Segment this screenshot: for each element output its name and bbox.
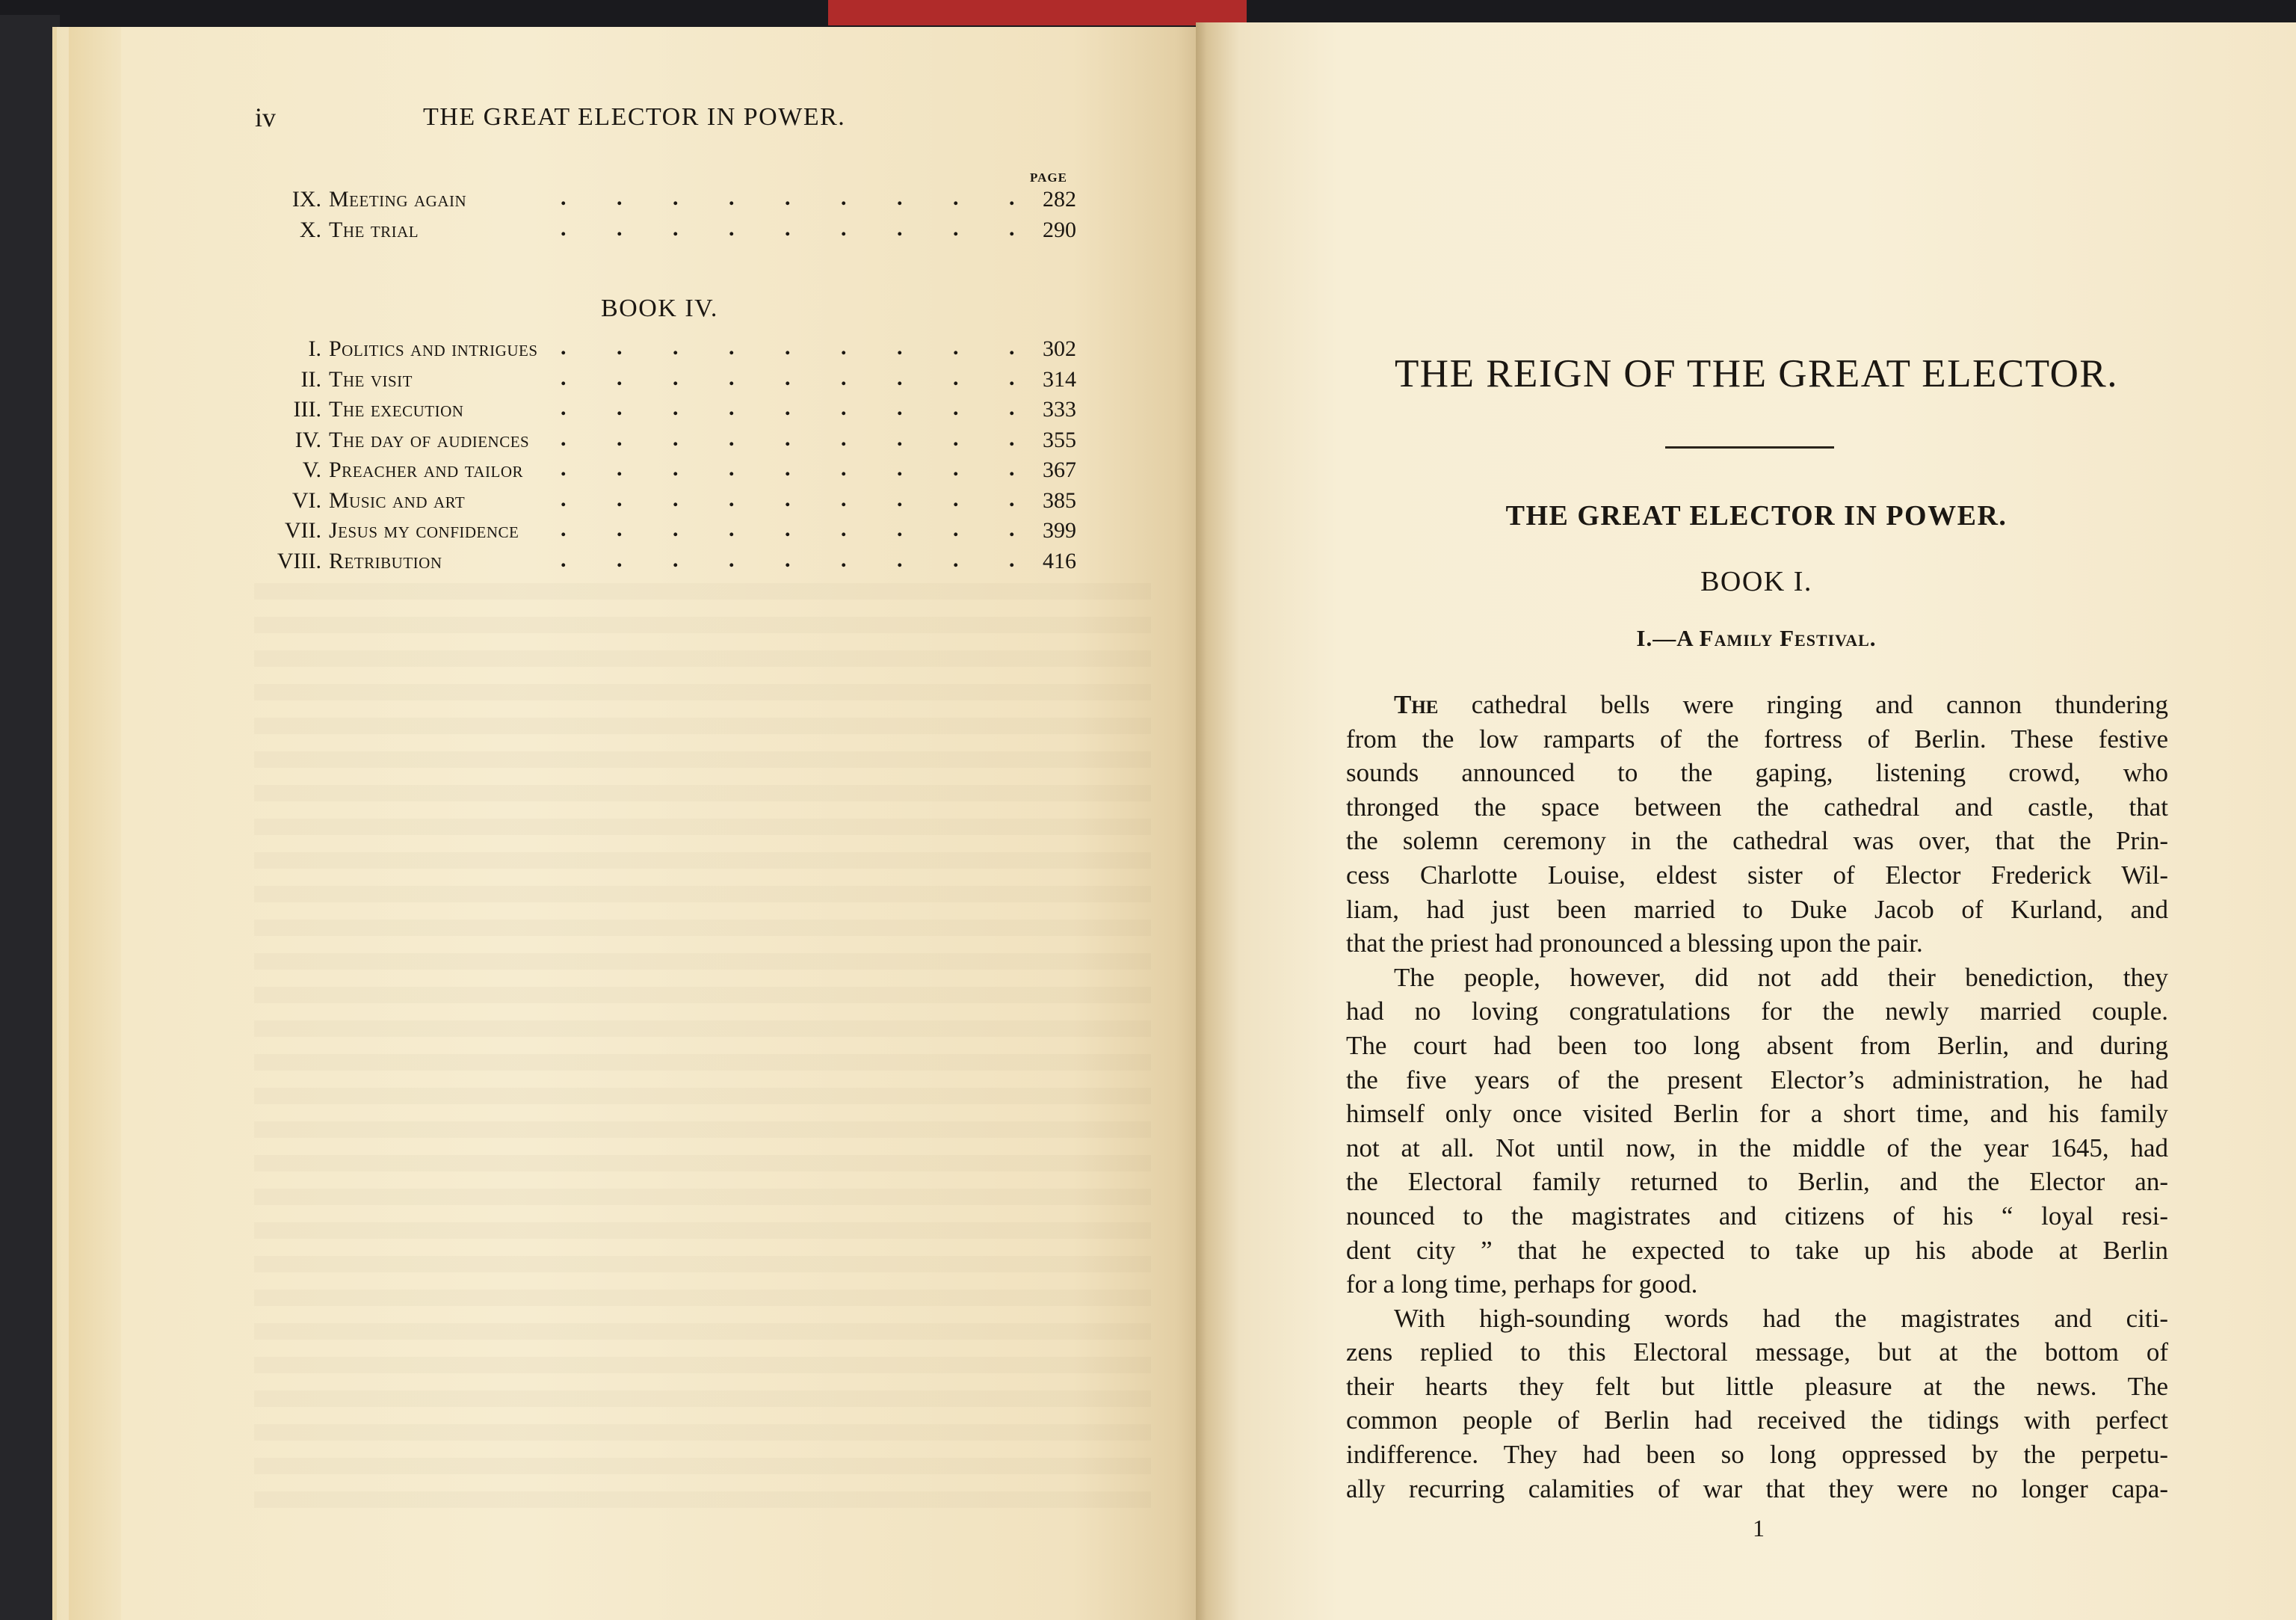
toc-entry-page: 355 bbox=[1043, 427, 1076, 452]
toc-entry-number: II. bbox=[300, 366, 321, 392]
body-line: sounds announced to the gaping, listening crowd, who bbox=[1346, 758, 2168, 788]
left-running-title: THE GREAT ELECTOR IN POWER. bbox=[423, 103, 846, 131]
toc-entry-number: IV. bbox=[294, 427, 321, 452]
toc-entry-number: VII. bbox=[284, 518, 321, 543]
body-line: for a long time, perhaps for good. bbox=[1346, 1269, 1698, 1299]
toc-entry-number: X. bbox=[299, 217, 321, 242]
toc-entry-title: The trial bbox=[329, 217, 419, 242]
body-line: the five years of the present Elector’s administration, he had bbox=[1346, 1065, 2168, 1094]
toc-entry-number: I. bbox=[308, 336, 321, 361]
body-line: indifference. They had been so long oppressed by the perpetu- bbox=[1346, 1440, 2168, 1470]
left-page-folio: iv bbox=[255, 102, 277, 132]
toc-dot-leaders: . . . . . . . . . bbox=[561, 546, 1037, 572]
body-line-text: cathedral bells were ringing and cannon thundering bbox=[1438, 690, 2168, 719]
toc-entry-number: VI. bbox=[291, 487, 321, 513]
lead-word: The bbox=[1394, 690, 1439, 719]
toc-entry-number: III. bbox=[293, 397, 321, 422]
toc-entry-page: 282 bbox=[1043, 187, 1076, 212]
toc-dot-leaders: . . . . . . . . . bbox=[561, 425, 1037, 451]
left-page-edge bbox=[69, 27, 121, 1620]
toc-page-column-label: PAGE bbox=[1030, 170, 1067, 185]
body-line: The court had been too long absent from Berlin, and during bbox=[1346, 1030, 2168, 1060]
body-line: With high-sounding words had the magistrates and citi- bbox=[1394, 1303, 2168, 1333]
book-cover-edge bbox=[0, 15, 60, 1620]
body-line: ally recurring calamities of war that they were no longer capa- bbox=[1346, 1473, 2168, 1503]
right-page-folio: 1 bbox=[1753, 1515, 1765, 1542]
toc-entry-title: Retribution bbox=[329, 548, 442, 573]
toc-entry-page: 290 bbox=[1043, 217, 1076, 242]
body-line: nounced to the magistrates and citizens of his “ loyal resi- bbox=[1346, 1201, 2168, 1231]
toc-entry bbox=[247, 458, 1076, 487]
toc-entry-title: Meeting again bbox=[329, 187, 467, 212]
body-line: their hearts they felt but little pleasure at the news. The bbox=[1346, 1371, 2168, 1401]
toc-entry-page: 302 bbox=[1043, 336, 1076, 361]
toc-entry-title: Jesus my confidence bbox=[329, 518, 519, 543]
toc-dot-leaders: . . . . . . . . . bbox=[561, 517, 1037, 541]
toc-entry bbox=[247, 488, 1076, 518]
toc-entry bbox=[247, 187, 1076, 217]
toc-entry bbox=[247, 215, 1076, 247]
book-spine-ribbon bbox=[828, 0, 1247, 25]
body-line: the Electoral family returned to Berlin, and the Elector an- bbox=[1346, 1167, 2168, 1197]
show-through-texture bbox=[254, 583, 1151, 1518]
chapter-body bbox=[1346, 688, 2168, 1506]
chapter-title: I.—A Family Festival. bbox=[1636, 625, 1877, 651]
toc-entry-page: 385 bbox=[1043, 487, 1076, 513]
toc-entry-number: IX. bbox=[291, 187, 321, 212]
body-line: had no loving congratulations for the newly married couple. bbox=[1346, 997, 2168, 1026]
toc-dot-leaders: . . . . . . . . . bbox=[561, 486, 1037, 511]
toc-entry bbox=[247, 518, 1076, 548]
toc-dot-leaders: . . . . . . . . . bbox=[561, 365, 1037, 390]
body-line: not at all. Not until now, in the middle of the year 1645, had bbox=[1346, 1133, 2168, 1162]
toc-entry-page: 333 bbox=[1043, 397, 1076, 422]
toc-entry-page: 399 bbox=[1043, 518, 1076, 543]
main-title: THE REIGN OF THE GREAT ELECTOR. bbox=[1394, 352, 2119, 395]
toc-entry bbox=[247, 425, 1076, 458]
toc-entry-title: Politics and intrigues bbox=[329, 336, 538, 361]
toc-dot-leaders: . . . . . . . . . bbox=[561, 185, 1037, 210]
body-line: The people, however, did not add their benediction, they bbox=[1394, 962, 2168, 992]
body-line: common people of Berlin had received the tidings with perfect bbox=[1346, 1405, 2168, 1435]
toc-entry-title: Preacher and tailor bbox=[329, 458, 523, 482]
toc-entry bbox=[247, 397, 1076, 427]
toc-book-iv-heading: BOOK IV. bbox=[601, 295, 718, 322]
toc-entry-page: 314 bbox=[1043, 366, 1076, 392]
toc-entry bbox=[247, 367, 1076, 397]
body-line: himself only once visited Berlin for a short time, and his family bbox=[1346, 1099, 2168, 1129]
toc-entry-title: Music and art bbox=[329, 487, 466, 513]
toc-entry-number: V. bbox=[302, 458, 321, 482]
book-heading: BOOK I. bbox=[1700, 566, 1812, 597]
body-line: dent city ” that he expected to take up his abode at Berlin bbox=[1346, 1235, 2168, 1265]
body-line: liam, had just been married to Duke Jacob of Kurland, and bbox=[1346, 894, 2168, 924]
body-line bbox=[1346, 688, 2168, 722]
toc-dot-leaders: . . . . . . . . . bbox=[561, 215, 1037, 241]
body-line: cess Charlotte Louise, eldest sister of Elector Frederick Wil- bbox=[1346, 860, 2168, 890]
body-line: that the priest had pronounced a blessing upon the pair. bbox=[1346, 928, 1923, 958]
toc-entry bbox=[247, 546, 1076, 579]
toc-dot-leaders: . . . . . . . . . bbox=[561, 335, 1037, 360]
toc-entry-title: The day of audiences bbox=[329, 427, 530, 452]
sub-title: THE GREAT ELECTOR IN POWER. bbox=[1505, 500, 2008, 532]
toc-entry-title: The execution bbox=[329, 397, 464, 422]
title-rule bbox=[1665, 446, 1834, 449]
body-line: from the low ramparts of the fortress of Berlin. These festive bbox=[1346, 724, 2168, 754]
body-line: zens replied to this Electoral message, but at the bottom of bbox=[1346, 1337, 2168, 1367]
toc-entry bbox=[247, 336, 1076, 366]
body-line: thronged the space between the cathedral and castle, that bbox=[1346, 792, 2168, 822]
toc-entry-page: 416 bbox=[1043, 548, 1076, 573]
toc-entry-title: The visit bbox=[329, 366, 413, 392]
toc-entry-number: VIII. bbox=[277, 548, 321, 573]
toc-entry-page: 367 bbox=[1043, 458, 1076, 482]
toc-dot-leaders: . . . . . . . . . bbox=[561, 395, 1037, 420]
body-line: the solemn ceremony in the cathedral was over, that the Prin- bbox=[1346, 826, 2168, 856]
toc-dot-leaders: . . . . . . . . . bbox=[561, 456, 1037, 481]
